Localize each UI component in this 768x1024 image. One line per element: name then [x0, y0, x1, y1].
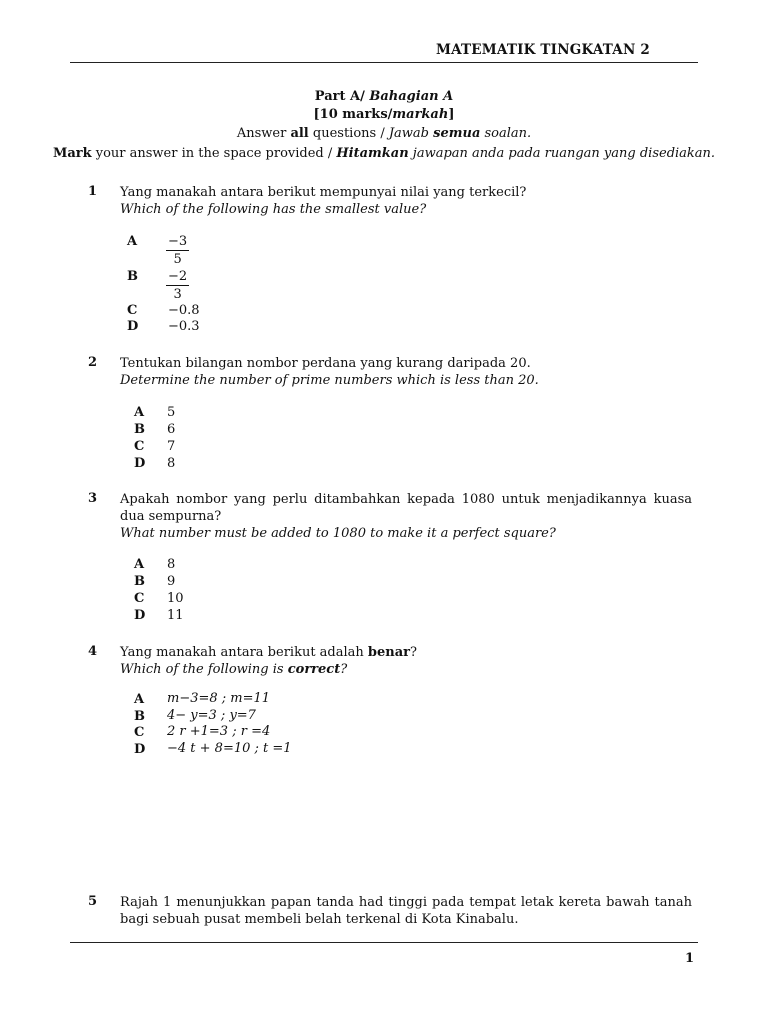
question-number: 2 [88, 355, 98, 370]
instr2-italic: jawapan anda pada ruangan yang disediakan. [408, 146, 716, 161]
fraction-numerator: −3 [168, 234, 188, 249]
option-label: C [134, 591, 145, 606]
document-header-title: MATEMATIK TINGKATAN 2 [435, 42, 650, 58]
option-equation: −4 t + 8=10 ; t =1 [167, 741, 292, 756]
question-number: 1 [88, 184, 98, 199]
option-fraction [166, 233, 189, 268]
fraction-denominator: 3 [173, 287, 182, 302]
option-label: D [127, 319, 139, 334]
question-malay-text: Yang manakah antara berikut adalah [120, 645, 368, 660]
section-marks [0, 107, 768, 122]
fraction-numerator: −2 [168, 269, 188, 284]
question-malay: Rajah 1 menunjukkan papan tanda had tinggi pada tempat letak kereta bawah tanah bagi sebuah pusat membeli belah terkenal di Kota Kinabalu. [120, 895, 692, 927]
option-value: 9 [167, 574, 176, 589]
question-malay-text: ? [410, 645, 417, 660]
option-label: B [134, 574, 145, 589]
question-text [120, 894, 692, 928]
option-label: A [134, 692, 145, 707]
option-label: B [127, 269, 138, 284]
option-label: A [134, 405, 145, 420]
question-malay [120, 644, 692, 661]
question-number: 4 [88, 644, 98, 659]
instr1-text: questions / [308, 126, 389, 141]
marks-malay: markah [392, 107, 449, 122]
option-label: B [134, 709, 145, 724]
question-text [120, 491, 692, 542]
option-label: A [134, 557, 145, 572]
option-label: C [134, 439, 145, 454]
option-value: 10 [167, 591, 184, 606]
section-title-malay: Bahagian A [369, 89, 454, 104]
question-text [120, 184, 692, 218]
question-english-bold: correct [287, 662, 341, 677]
question-number: 3 [88, 491, 98, 506]
question-number: 5 [88, 894, 98, 909]
question-malay-bold: benar [367, 645, 411, 660]
marks-text: [10 marks/ [313, 107, 393, 122]
option-label: C [127, 303, 138, 318]
option-value: 8 [167, 456, 176, 471]
question-english: What number must be added to 1080 to make it a perfect square? [120, 526, 556, 541]
option-value: 6 [167, 422, 176, 437]
option-value: 8 [167, 557, 176, 572]
option-fraction [166, 268, 189, 303]
question-english-text: ? [340, 662, 348, 677]
option-equation: m−3=8 ; m=11 [167, 691, 271, 706]
question-malay: Tentukan bilangan nombor perdana yang kurang daripada 20. [120, 356, 531, 371]
page-number: 1 [684, 951, 694, 966]
instr1-bold: all [290, 126, 309, 141]
instr1-italic: soalan. [480, 126, 532, 141]
option-label: D [134, 456, 146, 471]
question-english [120, 661, 692, 678]
question-text [120, 355, 692, 389]
option-label: B [134, 422, 145, 437]
option-label: A [127, 234, 138, 249]
section-title [0, 89, 768, 104]
question-malay: Apakah nombor yang perlu ditambahkan kepada 1080 untuk menjadikannya kuasa dua sempurna? [120, 492, 692, 524]
option-label: D [134, 608, 146, 623]
footer-rule [70, 942, 698, 943]
option-value: −0.8 [168, 303, 200, 318]
option-equation: 2 r +1=3 ; r =4 [167, 724, 271, 739]
option-value: −0.3 [168, 319, 200, 334]
instr2-bold-italic: Hitamkan [336, 146, 409, 161]
section-title-part: Part A/ [314, 89, 370, 104]
instruction-line-1 [0, 126, 768, 141]
header-rule [70, 62, 698, 63]
instr2-bold: Mark [52, 146, 92, 161]
option-value: 5 [167, 405, 176, 420]
instruction-line-2 [0, 146, 768, 161]
instr1-text: Answer [236, 126, 291, 141]
question-english: Which of the following has the smallest value? [120, 202, 427, 217]
instr1-italic: Jawab [388, 126, 434, 141]
question-english-text: Which of the following is [120, 662, 288, 677]
marks-close: ] [448, 107, 455, 122]
question-malay: Yang manakah antara berikut mempunyai nilai yang terkecil? [120, 185, 527, 200]
option-label: D [134, 742, 146, 757]
option-label: C [134, 725, 145, 740]
option-value: 11 [167, 608, 184, 623]
option-value: 7 [167, 439, 176, 454]
option-equation: 4− y=3 ; y=7 [167, 708, 256, 723]
instr2-text: your answer in the space provided / [91, 146, 337, 161]
question-text [120, 644, 692, 678]
question-english: Determine the number of prime numbers which is less than 20. [120, 373, 539, 388]
fraction-denominator: 5 [173, 252, 182, 267]
instr1-bold-italic: semua [433, 126, 481, 141]
